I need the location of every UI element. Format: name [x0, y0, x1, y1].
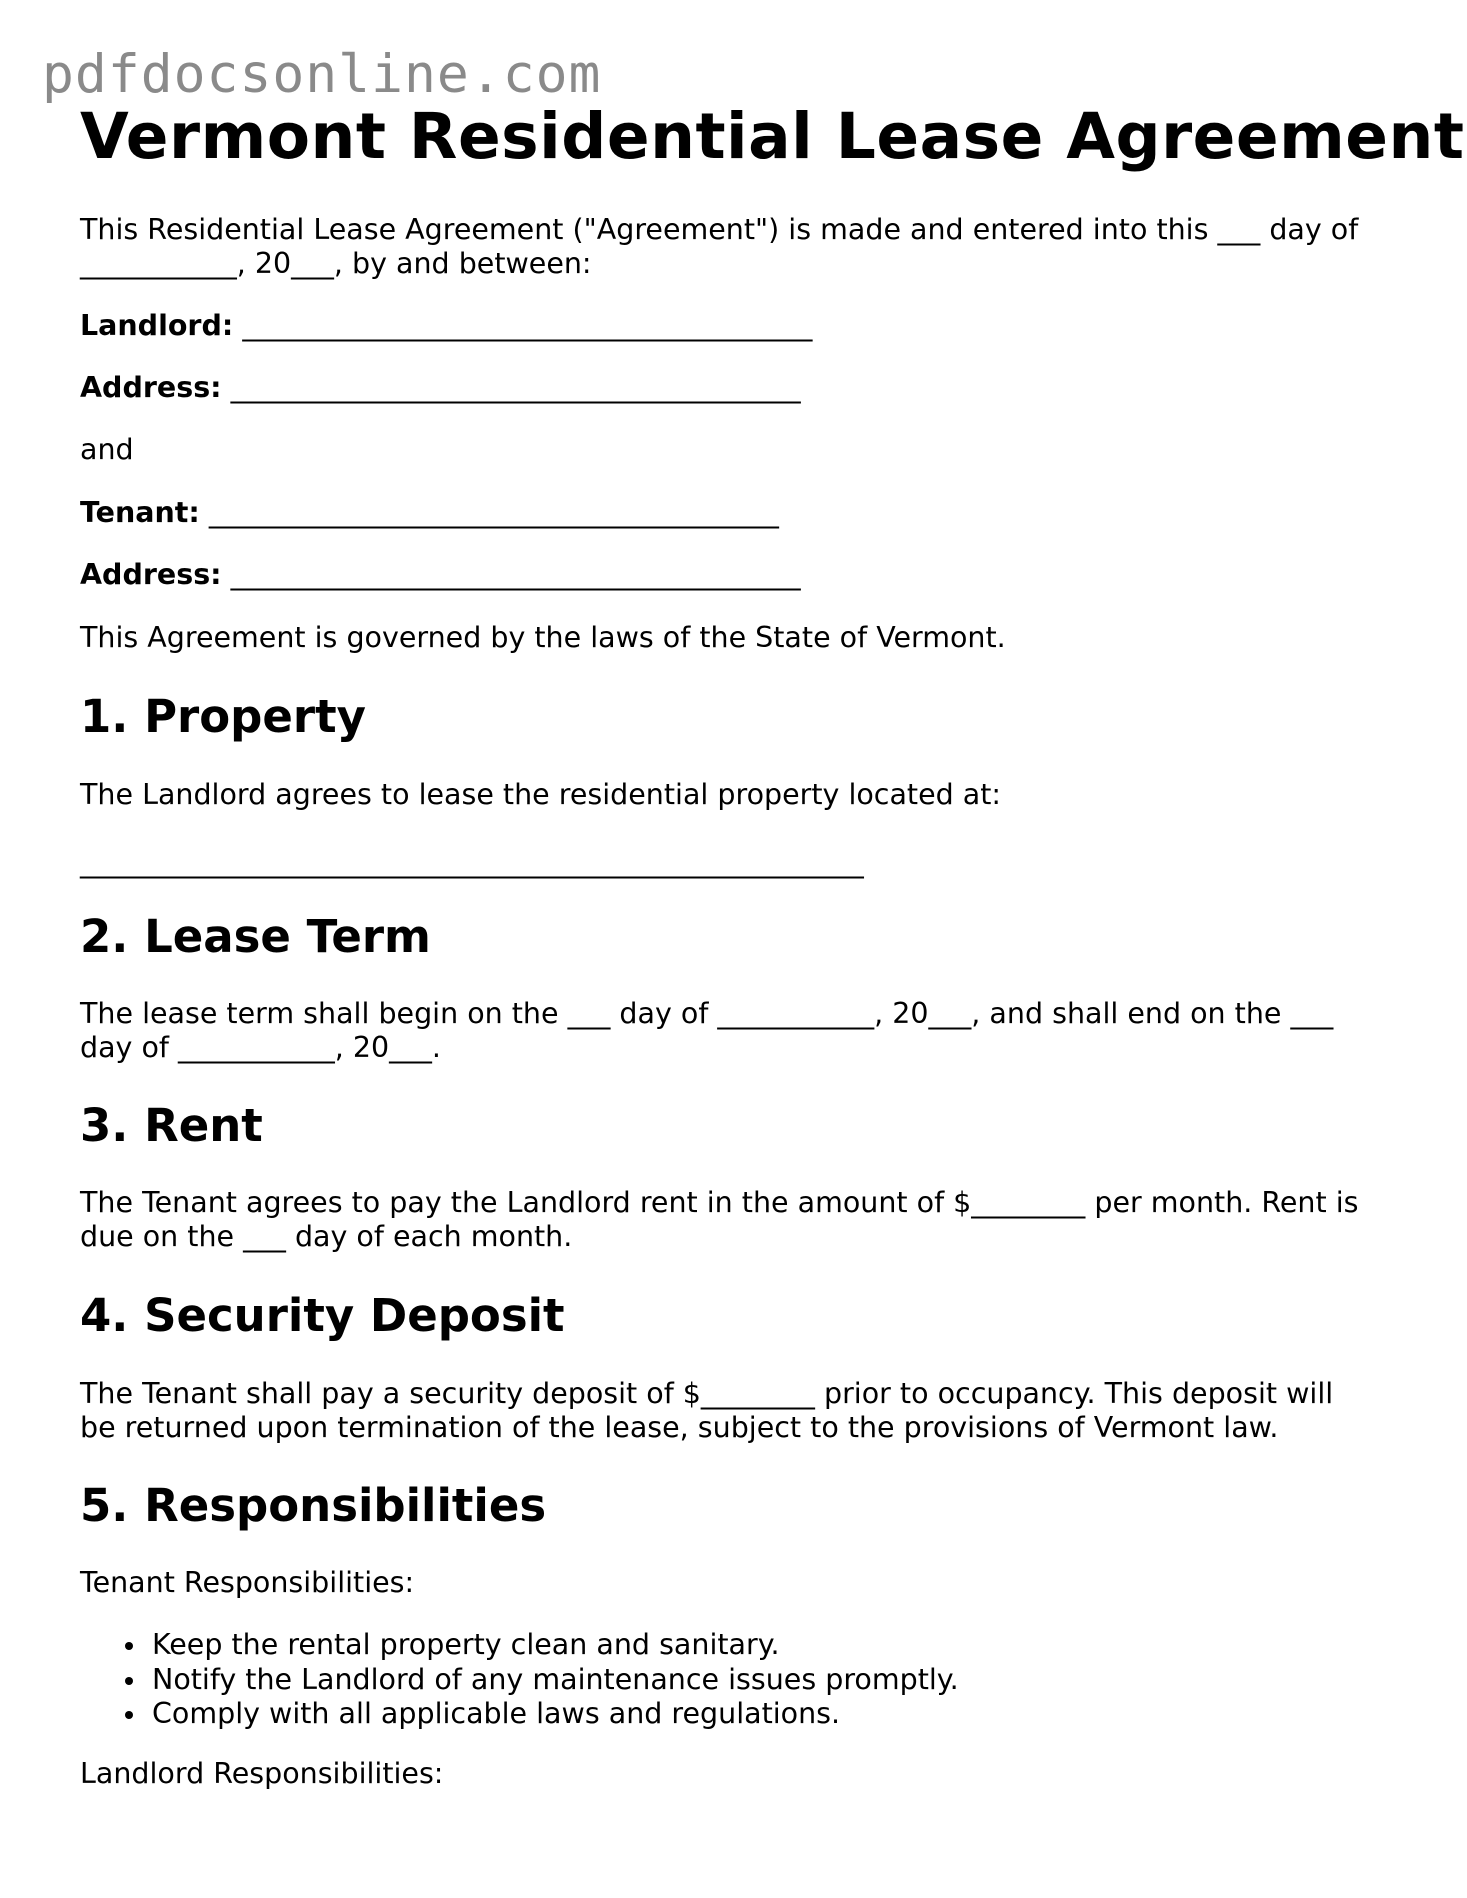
- security-deposit-line-1: The Tenant shall pay a security deposit of $________ prior to occupancy. This deposit will: [80, 1377, 1334, 1410]
- tenant-address-label: Address:: [80, 558, 222, 591]
- landlord-address-field: [80, 371, 801, 405]
- landlord-address-label: Address:: [80, 371, 222, 404]
- tenant-label: Tenant:: [80, 496, 200, 529]
- landlord-address-blank: ________________________________________: [230, 371, 801, 404]
- security-deposit-line-2: be returned upon termination of the lease, subject to the provisions of Vermont law.: [80, 1411, 1279, 1444]
- landlord-responsibilities-label: Landlord Responsibilities:: [80, 1757, 444, 1790]
- section-heading-responsibilities: 5. Responsibilities: [80, 1479, 547, 1532]
- tenant-blank: ________________________________________: [208, 496, 779, 529]
- section-heading-property: 1. Property: [80, 690, 366, 743]
- landlord-blank: ________________________________________: [242, 309, 813, 342]
- lease-term-line-2: day of ___________, 20___.: [80, 1031, 441, 1064]
- property-address-blank: _______________________________________________________: [80, 846, 864, 879]
- intro-line-1: This Residential Lease Agreement ("Agreement") is made and entered into this ___ day of: [80, 213, 1359, 246]
- rent-line-2: due on the ___ day of each month.: [80, 1220, 573, 1253]
- governing-law-text: This Agreement is governed by the laws of the State of Vermont.: [80, 621, 1006, 654]
- section-heading-rent: 3. Rent: [80, 1099, 263, 1152]
- rent-line-1: The Tenant agrees to pay the Landlord rent in the amount of $________ per month. Rent is: [80, 1186, 1359, 1219]
- tenant-field: [80, 496, 779, 530]
- tenant-address-field: [80, 558, 801, 592]
- tenant-responsibilities-label: Tenant Responsibilities:: [80, 1566, 415, 1599]
- section-heading-security-deposit: 4. Security Deposit: [80, 1289, 565, 1342]
- intro-line-2: ___________, 20___, by and between:: [80, 247, 592, 280]
- landlord-field: [80, 309, 812, 343]
- list-item: Keep the rental property clean and sanitary.: [80, 1628, 959, 1663]
- and-text: and: [80, 433, 134, 466]
- list-item: Comply with all applicable laws and regulations.: [80, 1697, 959, 1732]
- landlord-label: Landlord:: [80, 309, 234, 342]
- tenant-responsibilities-list: [80, 1628, 959, 1732]
- document-title: Vermont Residential Lease Agreement: [80, 100, 1465, 173]
- section-heading-lease-term: 2. Lease Term: [80, 910, 431, 963]
- tenant-address-blank: ________________________________________: [230, 558, 801, 591]
- list-item: Notify the Landlord of any maintenance issues promptly.: [80, 1663, 959, 1698]
- lease-term-line-1: The lease term shall begin on the ___ day of ___________, 20___, and shall end on the ___: [80, 997, 1334, 1030]
- property-text: The Landlord agrees to lease the residential property located at:: [80, 778, 1002, 811]
- watermark: pdfdocsonline.com: [42, 44, 602, 105]
